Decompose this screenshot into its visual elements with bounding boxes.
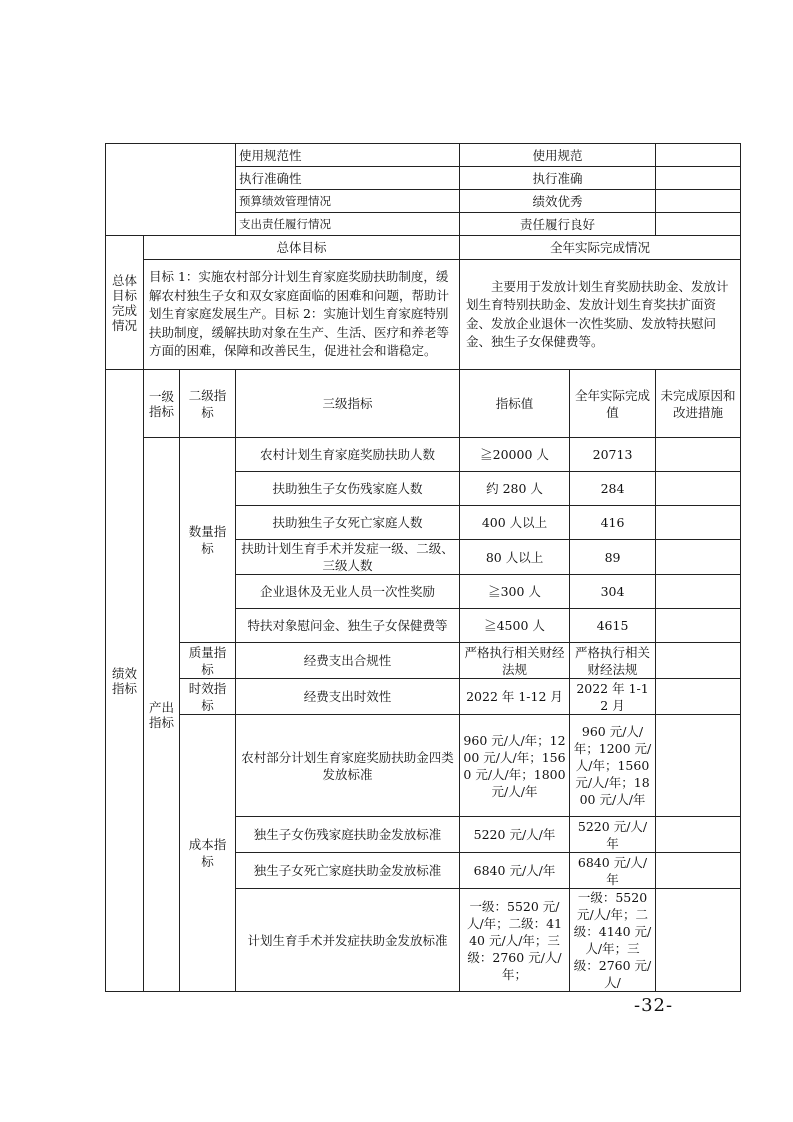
indicator-name: 扶助计划生育手术并发症一级、二级、三级人数	[236, 540, 460, 575]
page-number: -32-	[634, 995, 674, 1016]
indicator-actual: 4615	[570, 609, 656, 643]
indicator-target: 6840 元/人/年	[460, 853, 570, 889]
indicator-reason	[656, 679, 741, 715]
item-cell: 预算绩效管理情况	[236, 190, 460, 213]
indicator-reason	[656, 643, 741, 679]
indicator-name: 农村计划生育家庭奖励扶助人数	[236, 438, 460, 472]
level2-header: 二级指标	[180, 370, 236, 438]
quantity-group-label: 数量指标	[180, 438, 236, 643]
value-cell: 绩效优秀	[460, 190, 656, 213]
indicator-name: 特扶对象慰问金、独生子女保健费等	[236, 609, 460, 643]
indicator-name: 独生子女死亡家庭扶助金发放标准	[236, 853, 460, 889]
actual-value-header: 全年实际完成值	[570, 370, 656, 438]
indicator-reason	[656, 438, 741, 472]
level1-name: 产出指标	[144, 438, 180, 992]
indicator-actual: 2022 年 1-12 月	[570, 679, 656, 715]
indicator-target: 400 人以上	[460, 506, 570, 540]
item-cell: 执行准确性	[236, 167, 460, 190]
performance-table	[105, 143, 741, 992]
actual-text: 主要用于发放计划生育奖励扶助金、发放计划生育特别扶助金、发放计划生育奖扶扩面资金、发放企业退休一次性奖励、发放特扶慰问金、独生子女保健费等。	[460, 260, 741, 370]
timeliness-group-label: 时效指标	[180, 679, 236, 715]
indicator-reason	[656, 575, 741, 609]
indicator-actual: 一级：5520 元/人/年；二级：4140 元/人/年；三级：2760 元/人/	[570, 889, 656, 992]
actual-header: 全年实际完成情况	[460, 236, 741, 260]
indicator-target: 严格执行相关财经法规	[460, 643, 570, 679]
item-cell: 支出责任履行情况	[236, 213, 460, 236]
blank-cell	[106, 144, 236, 236]
indicator-reason	[656, 506, 741, 540]
indicator-reason	[656, 609, 741, 643]
value-cell: 责任履行良好	[460, 213, 656, 236]
indicators-section-label: 绩效指标	[106, 370, 144, 992]
indicator-name: 独生子女伤残家庭扶助金发放标准	[236, 817, 460, 853]
indicator-reason	[656, 715, 741, 817]
quality-group-label: 质量指标	[180, 643, 236, 679]
goal-text: 目标 1：实施农村部分计划生育家庭奖励扶助制度，缓解农村独生子女和双女家庭面临的困难和问题，帮助计划生育家庭发展生产。目标 2：实施计划生育家庭特别扶助制度，缓解扶助对象在生产、生活、医疗和养老等方面的困难，保障和改善民生，促进社会和谐稳定。	[144, 260, 460, 370]
indicator-name: 计划生育手术并发症扶助金发放标准	[236, 889, 460, 992]
indicator-actual: 20713	[570, 438, 656, 472]
indicator-actual: 89	[570, 540, 656, 575]
indicator-target: ≧4500 人	[460, 609, 570, 643]
indicator-actual: 960 元/人/年；1200 元/人/年；1560 元/人/年；1800 元/人/年	[570, 715, 656, 817]
indicator-name: 扶助独生子女伤残家庭人数	[236, 472, 460, 506]
indicator-target: 80 人以上	[460, 540, 570, 575]
item-cell: 使用规范性	[236, 144, 460, 167]
indicator-actual: 416	[570, 506, 656, 540]
indicator-actual: 严格执行相关财经法规	[570, 643, 656, 679]
indicator-reason	[656, 472, 741, 506]
indicator-name: 经费支出合规性	[236, 643, 460, 679]
indicator-reason	[656, 889, 741, 992]
indicator-actual: 284	[570, 472, 656, 506]
blank-cell	[656, 190, 741, 213]
indicator-actual: 5220 元/人/年	[570, 817, 656, 853]
target-header: 指标值	[460, 370, 570, 438]
value-cell: 使用规范	[460, 144, 656, 167]
indicator-actual: 304	[570, 575, 656, 609]
blank-cell	[656, 144, 741, 167]
indicator-target: ≧300 人	[460, 575, 570, 609]
indicator-name: 企业退休及无业人员一次性奖励	[236, 575, 460, 609]
blank-cell	[656, 167, 741, 190]
indicator-name: 扶助独生子女死亡家庭人数	[236, 506, 460, 540]
performance-table-page	[105, 143, 740, 992]
overall-section-label: 总体目标完成情况	[106, 236, 144, 370]
level1-header: 一级指标	[144, 370, 180, 438]
indicator-name: 农村部分计划生育家庭奖励扶助金四类发放标准	[236, 715, 460, 817]
indicator-name: 经费支出时效性	[236, 679, 460, 715]
indicator-target: 5220 元/人/年	[460, 817, 570, 853]
indicator-actual: 6840 元/人/年	[570, 853, 656, 889]
indicator-reason	[656, 540, 741, 575]
cost-group-label: 成本指标	[180, 715, 236, 992]
goal-header: 总体目标	[144, 236, 460, 260]
indicator-target: ≧20000 人	[460, 438, 570, 472]
indicator-target: 2022 年 1-12 月	[460, 679, 570, 715]
level3-header: 三级指标	[236, 370, 460, 438]
indicator-target: 一级：5520 元/人/年；二级：4140 元/人/年；三级：2760 元/人/年；	[460, 889, 570, 992]
reason-header: 未完成原因和改进措施	[656, 370, 741, 438]
indicator-target: 960 元/人/年；1200 元/人/年；1560 元/人/年；1800 元/人/年	[460, 715, 570, 817]
indicator-target: 约 280 人	[460, 472, 570, 506]
value-cell: 执行准确	[460, 167, 656, 190]
blank-cell	[656, 213, 741, 236]
indicator-reason	[656, 817, 741, 853]
indicator-reason	[656, 853, 741, 889]
